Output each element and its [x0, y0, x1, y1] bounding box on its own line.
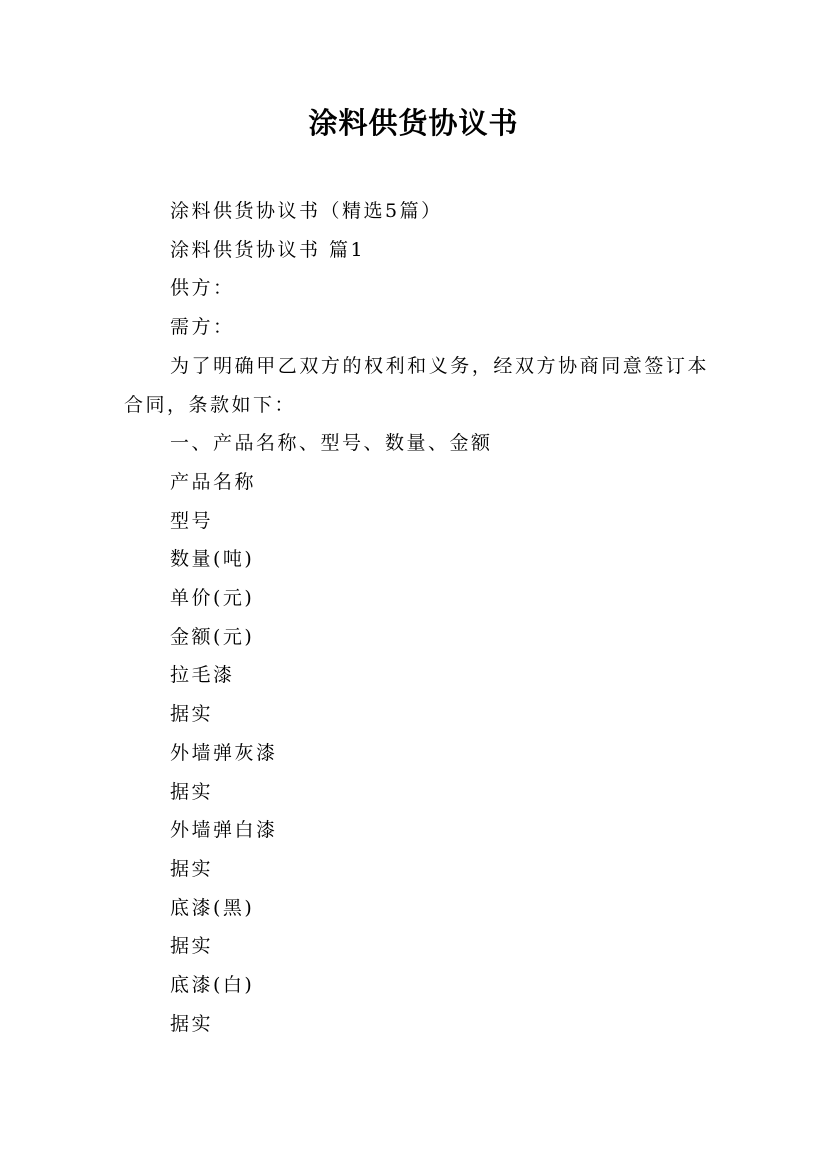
paragraph: 数量(吨)	[170, 548, 255, 571]
paragraph: 涂料供货协议书（精选5篇）	[170, 200, 443, 222]
paragraph: 金额(元)	[170, 625, 255, 648]
paragraph: 供方：	[170, 277, 235, 300]
paragraph: 据实	[170, 703, 214, 726]
document-title: 涂料供货协议书	[308, 106, 519, 140]
paragraph: 型号	[170, 509, 214, 532]
paragraph: 据实	[170, 857, 214, 880]
paragraph: 外墙弹灰漆	[170, 741, 278, 764]
paragraph: 底漆(白)	[170, 974, 255, 997]
paragraph: 需方：	[170, 316, 235, 339]
paragraph: 外墙弹白漆	[170, 819, 278, 842]
paragraph: 据实	[170, 780, 214, 803]
paragraph: 为了明确甲乙双方的权利和义务，经双方协商同意签订本合同，条款如下：	[124, 354, 709, 416]
paragraph: 据实	[170, 1012, 214, 1035]
paragraph: 底漆(黑)	[170, 896, 255, 919]
paragraph: 据实	[170, 935, 214, 958]
paragraph: 一、产品名称、型号、数量、金额	[170, 432, 493, 455]
document-body	[124, 192, 709, 1043]
paragraph: 单价(元)	[170, 587, 255, 610]
paragraph: 涂料供货协议书 篇1	[170, 238, 366, 261]
paragraph: 产品名称	[170, 470, 257, 493]
paragraph: 拉毛漆	[170, 664, 235, 687]
